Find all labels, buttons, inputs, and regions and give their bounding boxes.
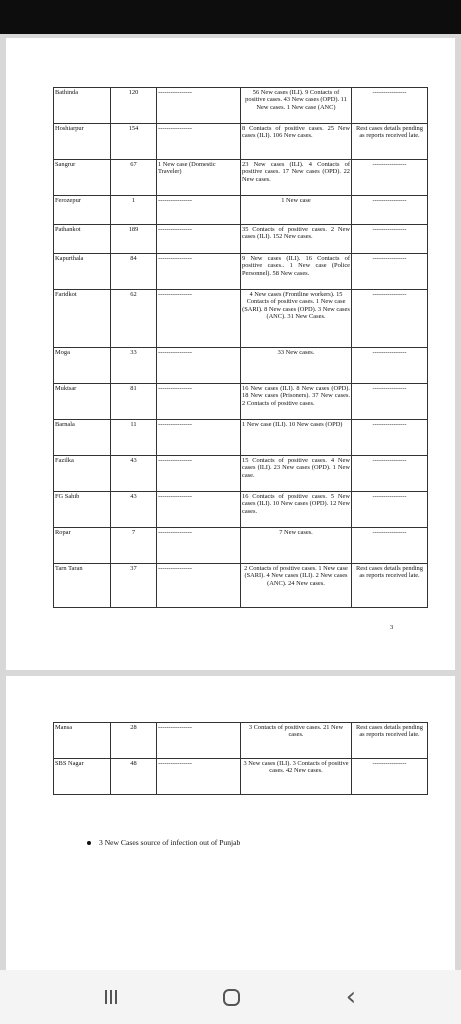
remarks-cell: ---------------- bbox=[352, 348, 428, 384]
district-cell: Kapurthala bbox=[54, 254, 111, 290]
travel-cell: ---------------- bbox=[157, 528, 241, 564]
district-cell: FG Sahib bbox=[54, 492, 111, 528]
home-button[interactable] bbox=[211, 984, 251, 1010]
system-navigation-bar bbox=[0, 970, 461, 1024]
back-icon: ‹ bbox=[345, 982, 357, 1012]
district-cell: Faridkot bbox=[54, 290, 111, 348]
count-cell: 11 bbox=[111, 420, 157, 456]
description-cell: 16 Contacts of positive cases. 5 New cases (ILI). 10 New cases (OPD). 12 New cases. bbox=[241, 492, 352, 528]
remarks-cell: ---------------- bbox=[352, 759, 428, 795]
remarks-cell: ---------------- bbox=[352, 290, 428, 348]
description-cell: 7 New cases. bbox=[241, 528, 352, 564]
remarks-cell: ---------------- bbox=[352, 456, 428, 492]
district-cell: Fazilka bbox=[54, 456, 111, 492]
table-row bbox=[54, 384, 428, 420]
remarks-cell: ---------------- bbox=[352, 196, 428, 225]
travel-cell: ---------------- bbox=[157, 492, 241, 528]
table-row bbox=[54, 759, 428, 795]
table-row bbox=[54, 160, 428, 196]
district-cell: Ferozepur bbox=[54, 196, 111, 225]
description-cell: 23 New cases (ILI). 4 Contacts of positive cases. 17 New cases (OPD). 22 New cases. bbox=[241, 160, 352, 196]
description-cell: 9 New cases (ILI). 16 Contacts of positive cases.. 1 New case (Police Personnel). 58 New cases. bbox=[241, 254, 352, 290]
district-cell: Ropar bbox=[54, 528, 111, 564]
count-cell: 1 bbox=[111, 196, 157, 225]
count-cell: 28 bbox=[111, 723, 157, 759]
description-cell: 8 Contacts of positive cases. 25 New cases (ILI). 106 New cases. bbox=[241, 124, 352, 160]
table-row bbox=[54, 88, 428, 124]
remarks-cell: ---------------- bbox=[352, 225, 428, 254]
remarks-cell: ---------------- bbox=[352, 420, 428, 456]
page-number: 3 bbox=[390, 624, 394, 631]
count-cell: 7 bbox=[111, 528, 157, 564]
travel-cell: ---------------- bbox=[157, 124, 241, 160]
district-cases-table bbox=[53, 87, 428, 608]
district-cell: Barnala bbox=[54, 420, 111, 456]
description-cell: 1 New case bbox=[241, 196, 352, 225]
count-cell: 37 bbox=[111, 564, 157, 608]
table-row bbox=[54, 420, 428, 456]
count-cell: 120 bbox=[111, 88, 157, 124]
table-row bbox=[54, 492, 428, 528]
travel-cell: ---------------- bbox=[157, 290, 241, 348]
travel-cell: ---------------- bbox=[157, 254, 241, 290]
travel-cell: 1 New case (Domestic Traveler) bbox=[157, 160, 241, 196]
travel-cell: ---------------- bbox=[157, 759, 241, 795]
remarks-cell: ---------------- bbox=[352, 160, 428, 196]
remarks-cell: Rest cases details pending as reports received late. bbox=[352, 124, 428, 160]
travel-cell: ---------------- bbox=[157, 420, 241, 456]
district-cell: SBS Nagar bbox=[54, 759, 111, 795]
district-cell: Mansa bbox=[54, 723, 111, 759]
description-cell: 3 Contacts of positive cases. 21 New cases. bbox=[241, 723, 352, 759]
remarks-cell: Rest cases details pending as reports received late. bbox=[352, 723, 428, 759]
travel-cell: ---------------- bbox=[157, 723, 241, 759]
footnote-bullet bbox=[87, 838, 240, 847]
remarks-cell: ---------------- bbox=[352, 492, 428, 528]
travel-cell: ---------------- bbox=[157, 384, 241, 420]
home-icon bbox=[223, 989, 240, 1006]
count-cell: 43 bbox=[111, 492, 157, 528]
travel-cell: ---------------- bbox=[157, 564, 241, 608]
remarks-cell: ---------------- bbox=[352, 254, 428, 290]
description-cell: 4 New cases (Frontline workers). 15 Contacts of positive cases. 1 New case (SARI). 8 New cases (OPD). 3 New cases (ANC). 31 New Cases. bbox=[241, 290, 352, 348]
count-cell: 62 bbox=[111, 290, 157, 348]
district-cases-table-continued bbox=[53, 722, 428, 795]
table-row bbox=[54, 196, 428, 225]
travel-cell: ---------------- bbox=[157, 225, 241, 254]
table-row bbox=[54, 564, 428, 608]
document-viewer[interactable] bbox=[0, 34, 461, 970]
description-cell: 56 New cases (ILI). 9 Contacts of positive cases. 43 New cases (OPD). 11 New cases. 1 New case (ANC) bbox=[241, 88, 352, 124]
travel-cell: ---------------- bbox=[157, 456, 241, 492]
document-page-3 bbox=[6, 38, 455, 670]
table-row bbox=[54, 124, 428, 160]
description-cell: 2 Contacts of positive cases. 1 New case (SARI). 4 New cases (ILI). 2 New cases (ANC). 24 New cases. bbox=[241, 564, 352, 608]
remarks-cell: ---------------- bbox=[352, 384, 428, 420]
back-button[interactable] bbox=[331, 984, 371, 1010]
document-page-4 bbox=[6, 676, 455, 970]
description-cell: 1 New case (ILI). 10 New cases (OPD) bbox=[241, 420, 352, 456]
table-row bbox=[54, 348, 428, 384]
district-cell: Bathinda bbox=[54, 88, 111, 124]
table-row bbox=[54, 254, 428, 290]
count-cell: 48 bbox=[111, 759, 157, 795]
recent-apps-icon bbox=[105, 990, 117, 1004]
footnote-text: 3 New Cases source of infection out of Punjab bbox=[99, 838, 241, 847]
count-cell: 154 bbox=[111, 124, 157, 160]
description-cell: 33 New cases. bbox=[241, 348, 352, 384]
district-cell: Sangrur bbox=[54, 160, 111, 196]
table-row bbox=[54, 290, 428, 348]
description-cell: 3 New cases (ILI). 3 Contacts of positive cases. 42 New cases. bbox=[241, 759, 352, 795]
remarks-cell: ---------------- bbox=[352, 528, 428, 564]
count-cell: 67 bbox=[111, 160, 157, 196]
table-row bbox=[54, 456, 428, 492]
travel-cell: ---------------- bbox=[157, 196, 241, 225]
count-cell: 33 bbox=[111, 348, 157, 384]
remarks-cell: Rest cases details pending as reports received late. bbox=[352, 564, 428, 608]
recent-apps-button[interactable] bbox=[91, 984, 131, 1010]
description-cell: 35 Contacts of positive cases. 2 New cases (ILI). 152 New cases. bbox=[241, 225, 352, 254]
table-row bbox=[54, 225, 428, 254]
district-cell: Muktsar bbox=[54, 384, 111, 420]
travel-cell: ---------------- bbox=[157, 348, 241, 384]
bullet-icon bbox=[87, 841, 91, 845]
description-cell: 15 Contacts of positive cases. 4 New cases (ILI). 23 New cases (OPD). 1 New case. bbox=[241, 456, 352, 492]
table-row bbox=[54, 528, 428, 564]
count-cell: 81 bbox=[111, 384, 157, 420]
description-cell: 16 New cases (ILI). 8 New cases (OPD). 18 New cases (Prisoners). 37 New cases. 2 Contacts of positive cases. bbox=[241, 384, 352, 420]
district-cell: Moga bbox=[54, 348, 111, 384]
district-cell: Hoshiarpur bbox=[54, 124, 111, 160]
count-cell: 43 bbox=[111, 456, 157, 492]
district-cell: Pathankot bbox=[54, 225, 111, 254]
count-cell: 84 bbox=[111, 254, 157, 290]
remarks-cell: ---------------- bbox=[352, 88, 428, 124]
table-row bbox=[54, 723, 428, 759]
travel-cell: ---------------- bbox=[157, 88, 241, 124]
status-bar bbox=[0, 0, 461, 34]
district-cell: Tarn Taran bbox=[54, 564, 111, 608]
count-cell: 189 bbox=[111, 225, 157, 254]
